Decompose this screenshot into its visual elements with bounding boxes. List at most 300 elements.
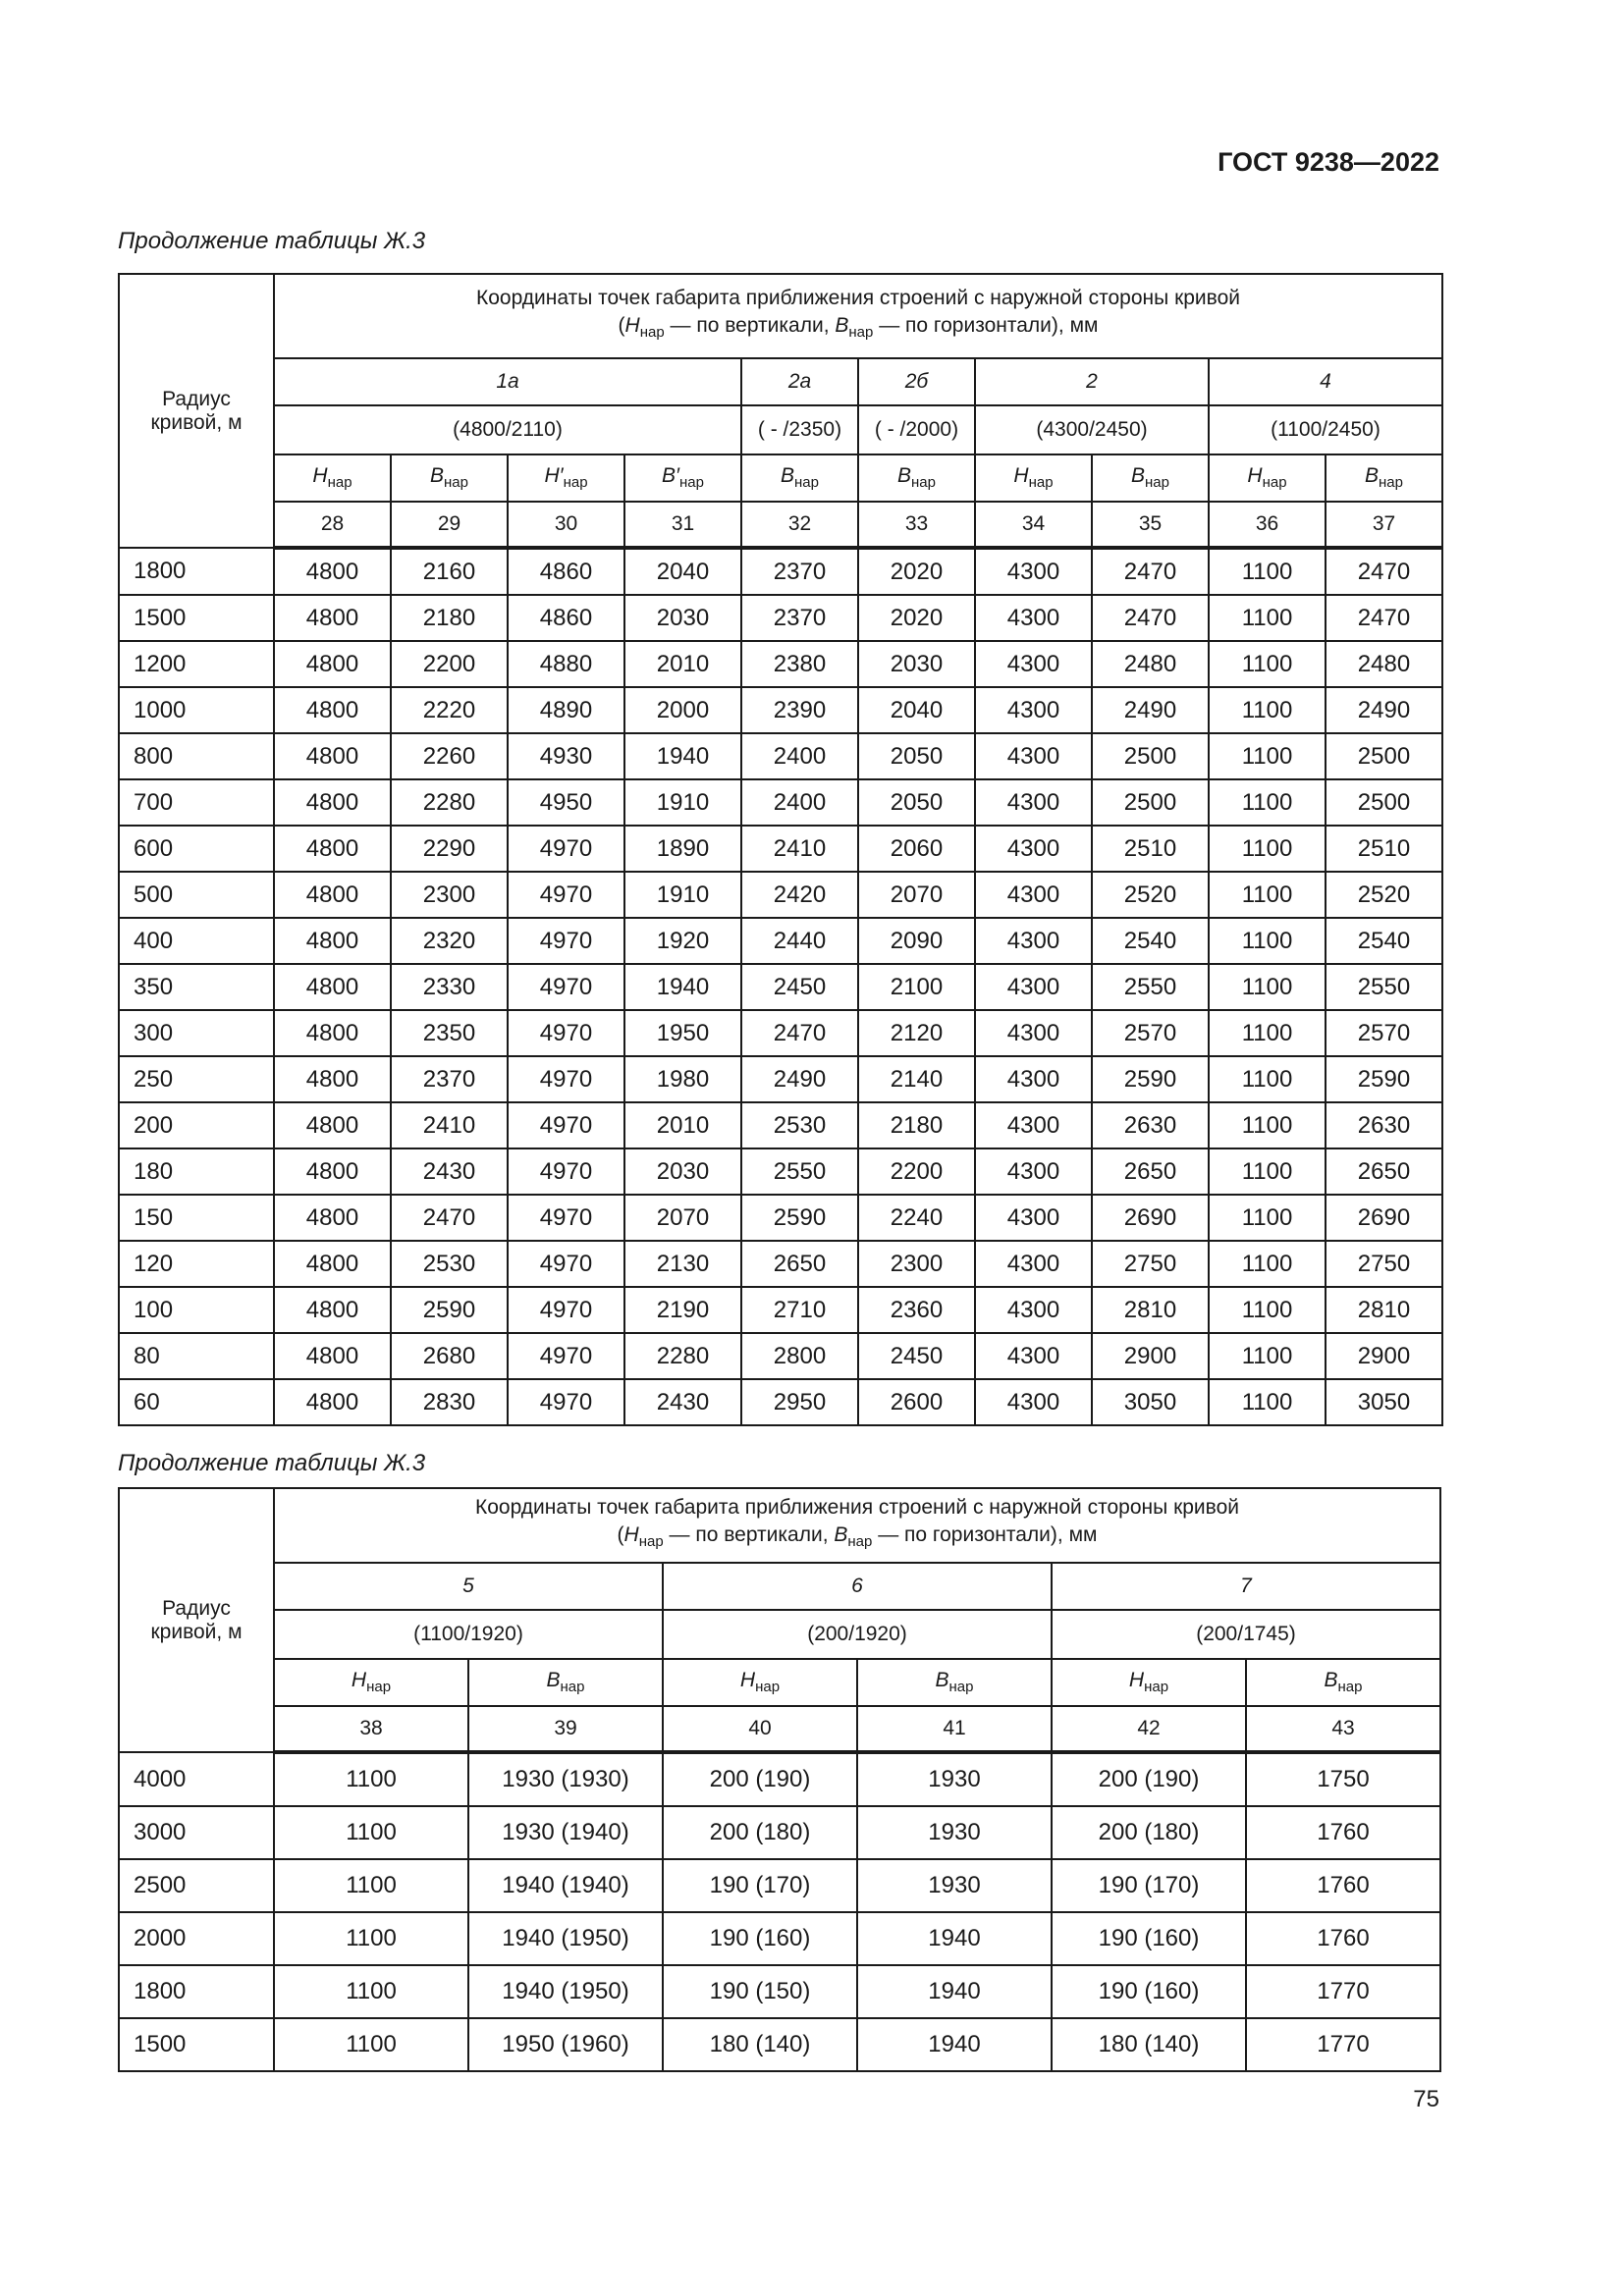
radius-label-line1: Радиус bbox=[162, 387, 231, 410]
value-cell: 2330 bbox=[391, 964, 508, 1010]
column-symbol-letter: $H_{нар}$ bbox=[1128, 1669, 1169, 1696]
column-symbol-letter: $B_{нар}$ bbox=[1365, 464, 1403, 492]
radius-cell: 1800 bbox=[119, 1965, 274, 2018]
value-cell: 1940 (1950) bbox=[468, 1912, 663, 1965]
column-symbol-subscript: нар bbox=[1028, 474, 1054, 492]
radius-cell: 700 bbox=[119, 779, 274, 826]
value-cell: 2360 bbox=[858, 1287, 975, 1333]
value-cell: 4800 bbox=[274, 872, 391, 918]
value-cell: 1760 bbox=[1246, 1806, 1440, 1859]
value-cell: 2510 bbox=[1092, 826, 1209, 872]
radius-cell: 1500 bbox=[119, 2018, 274, 2071]
value-cell: 180 (140) bbox=[663, 2018, 857, 2071]
column-symbol-subscript: нар bbox=[444, 474, 468, 492]
value-cell: 1100 bbox=[1209, 826, 1326, 872]
value-cell: 1940 bbox=[624, 733, 741, 779]
table-row bbox=[119, 1287, 1442, 1333]
column-symbol bbox=[1092, 454, 1209, 502]
column-symbol-subscript: нар bbox=[755, 1679, 781, 1696]
value-cell: 1100 bbox=[1209, 595, 1326, 641]
value-cell: 2750 bbox=[1326, 1241, 1442, 1287]
group-label: 5 bbox=[274, 1563, 663, 1610]
radius-cell: 2500 bbox=[119, 1859, 274, 1912]
value-cell: 4970 bbox=[508, 1148, 624, 1195]
value-cell: 4300 bbox=[975, 779, 1092, 826]
table-title-line1: Координаты точек габарита приближения строений с наружной стороны кривой bbox=[475, 1496, 1239, 1520]
value-cell: 2180 bbox=[858, 1102, 975, 1148]
value-cell: 190 (160) bbox=[663, 1912, 857, 1965]
value-cell: 2160 bbox=[391, 548, 508, 595]
value-cell: 1890 bbox=[624, 826, 741, 872]
radius-cell: 200 bbox=[119, 1102, 274, 1148]
table-row bbox=[119, 1102, 1442, 1148]
value-cell: 4800 bbox=[274, 595, 391, 641]
value-cell: 1980 bbox=[624, 1056, 741, 1102]
column-symbol-letter: $H_{нар}$ bbox=[1013, 464, 1054, 492]
column-number: 40 bbox=[663, 1706, 857, 1752]
value-cell: 2030 bbox=[624, 595, 741, 641]
radius-cell: 3000 bbox=[119, 1806, 274, 1859]
value-cell: 2650 bbox=[1092, 1148, 1209, 1195]
radius-label-line2: кривой, м bbox=[150, 1620, 243, 1643]
value-cell: 1100 bbox=[1209, 1195, 1326, 1241]
value-cell: 2370 bbox=[741, 548, 858, 595]
radius-cell: 120 bbox=[119, 1241, 274, 1287]
value-cell: 2500 bbox=[1092, 733, 1209, 779]
table-row bbox=[119, 1806, 1440, 1859]
table-row bbox=[119, 687, 1442, 733]
value-cell: 2810 bbox=[1092, 1287, 1209, 1333]
value-cell: 2300 bbox=[858, 1241, 975, 1287]
value-cell: 4800 bbox=[274, 1195, 391, 1241]
radius-cell: 350 bbox=[119, 964, 274, 1010]
value-cell: 2430 bbox=[391, 1148, 508, 1195]
column-symbol-subscript: нар bbox=[1337, 1679, 1363, 1696]
value-cell: 2500 bbox=[1326, 733, 1442, 779]
column-symbol-subscript: нар bbox=[560, 1679, 585, 1696]
table-row bbox=[119, 641, 1442, 687]
value-cell: 1100 bbox=[1209, 964, 1326, 1010]
column-symbol-subscript: нар bbox=[1379, 474, 1403, 492]
column-number: 34 bbox=[975, 502, 1092, 548]
value-cell: 2590 bbox=[1092, 1056, 1209, 1102]
value-cell: 2630 bbox=[1092, 1102, 1209, 1148]
table-row bbox=[119, 1965, 1440, 2018]
column-symbol-letter: $H_{нар}$ bbox=[1247, 464, 1287, 492]
column-number: 42 bbox=[1052, 1706, 1246, 1752]
value-cell: 4300 bbox=[975, 595, 1092, 641]
value-cell: 2040 bbox=[858, 687, 975, 733]
radius-cell: 1500 bbox=[119, 595, 274, 641]
value-cell: 2520 bbox=[1326, 872, 1442, 918]
value-cell: 180 (140) bbox=[1052, 2018, 1246, 2071]
value-cell: 2570 bbox=[1092, 1010, 1209, 1056]
value-cell: 2050 bbox=[858, 779, 975, 826]
column-number: 29 bbox=[391, 502, 508, 548]
radius-cell: 80 bbox=[119, 1333, 274, 1379]
table-1 bbox=[118, 273, 1443, 1426]
value-cell: 1100 bbox=[274, 1752, 468, 1806]
value-cell: 1100 bbox=[274, 2018, 468, 2071]
column-symbol-subscript: нар bbox=[678, 474, 704, 492]
table-row bbox=[119, 1859, 1440, 1912]
value-cell: 2470 bbox=[741, 1010, 858, 1056]
value-cell: 4300 bbox=[975, 1148, 1092, 1195]
value-cell: 2240 bbox=[858, 1195, 975, 1241]
value-cell: 190 (170) bbox=[663, 1859, 857, 1912]
value-cell: 1100 bbox=[1209, 733, 1326, 779]
group-value: ( - /2000) bbox=[858, 405, 975, 454]
column-number: 30 bbox=[508, 502, 624, 548]
value-cell: 4880 bbox=[508, 641, 624, 687]
value-cell: 4300 bbox=[975, 1333, 1092, 1379]
value-cell: 2540 bbox=[1326, 918, 1442, 964]
column-number: 31 bbox=[624, 502, 741, 548]
value-cell: 4970 bbox=[508, 1379, 624, 1425]
table-row bbox=[119, 1752, 1440, 1806]
table-row bbox=[119, 964, 1442, 1010]
column-symbol bbox=[975, 454, 1092, 502]
value-cell: 4800 bbox=[274, 779, 391, 826]
value-cell: 2320 bbox=[391, 918, 508, 964]
value-cell: 1930 (1930) bbox=[468, 1752, 663, 1806]
radius-cell: 1800 bbox=[119, 548, 274, 595]
radius-cell: 800 bbox=[119, 733, 274, 779]
value-cell: 2000 bbox=[624, 687, 741, 733]
value-cell: 2470 bbox=[391, 1195, 508, 1241]
value-cell: 2750 bbox=[1092, 1241, 1209, 1287]
value-cell: 2470 bbox=[1326, 548, 1442, 595]
table-row bbox=[119, 595, 1442, 641]
table-row bbox=[119, 733, 1442, 779]
value-cell: 2450 bbox=[741, 964, 858, 1010]
group-label: 2а bbox=[741, 358, 858, 405]
value-cell: 4970 bbox=[508, 1010, 624, 1056]
value-cell: 4860 bbox=[508, 595, 624, 641]
table-row bbox=[119, 1148, 1442, 1195]
column-symbol-letter: $B_{нар}$ bbox=[1131, 464, 1169, 492]
value-cell: 2480 bbox=[1326, 641, 1442, 687]
value-cell: 2070 bbox=[858, 872, 975, 918]
value-cell: 1940 (1940) bbox=[468, 1859, 663, 1912]
value-cell: 4300 bbox=[975, 1010, 1092, 1056]
group-label: 1а bbox=[274, 358, 741, 405]
group-label: 4 bbox=[1209, 358, 1442, 405]
value-cell: 4800 bbox=[274, 1056, 391, 1102]
table-2 bbox=[118, 1487, 1441, 2072]
table-row bbox=[119, 2018, 1440, 2071]
column-symbol bbox=[274, 1659, 468, 1706]
column-symbol-letter: $B_{нар}$ bbox=[897, 464, 936, 492]
column-symbol bbox=[1246, 1659, 1440, 1706]
value-cell: 1100 bbox=[1209, 1333, 1326, 1379]
column-symbol-letter: $B_{нар}$ bbox=[781, 464, 819, 492]
value-cell: 2200 bbox=[391, 641, 508, 687]
value-cell: 2600 bbox=[858, 1379, 975, 1425]
value-cell: 1950 (1960) bbox=[468, 2018, 663, 2071]
value-cell: 4800 bbox=[274, 733, 391, 779]
value-cell: 2810 bbox=[1326, 1287, 1442, 1333]
value-cell: 2430 bbox=[624, 1379, 741, 1425]
column-symbol-subscript: нар bbox=[327, 474, 352, 492]
page-number: 75 bbox=[1413, 2086, 1439, 2112]
value-cell: 2280 bbox=[624, 1333, 741, 1379]
column-symbol bbox=[663, 1659, 857, 1706]
value-cell: 2490 bbox=[1092, 687, 1209, 733]
radius-label-line1: Радиус bbox=[162, 1596, 231, 1620]
value-cell: 4800 bbox=[274, 1333, 391, 1379]
value-cell: 4300 bbox=[975, 1241, 1092, 1287]
value-cell: 4930 bbox=[508, 733, 624, 779]
value-cell: 4970 bbox=[508, 918, 624, 964]
value-cell: 1770 bbox=[1246, 2018, 1440, 2071]
group-value: (200/1920) bbox=[663, 1610, 1052, 1659]
value-cell: 2590 bbox=[1326, 1056, 1442, 1102]
value-cell: 2390 bbox=[741, 687, 858, 733]
value-cell: 4970 bbox=[508, 1056, 624, 1102]
radius-cell: 300 bbox=[119, 1010, 274, 1056]
table-row bbox=[119, 1333, 1442, 1379]
value-cell: 2410 bbox=[391, 1102, 508, 1148]
value-cell: 4300 bbox=[975, 1379, 1092, 1425]
value-cell: 4300 bbox=[975, 641, 1092, 687]
value-cell: 1910 bbox=[624, 872, 741, 918]
value-cell: 1100 bbox=[1209, 687, 1326, 733]
value-cell: 2370 bbox=[741, 595, 858, 641]
value-cell: 1930 (1940) bbox=[468, 1806, 663, 1859]
value-cell: 1920 bbox=[624, 918, 741, 964]
value-cell: 4800 bbox=[274, 1287, 391, 1333]
group-label: 2 bbox=[975, 358, 1209, 405]
value-cell: 1100 bbox=[274, 1859, 468, 1912]
column-symbol-letter: $B_{нар}$ bbox=[1324, 1669, 1363, 1696]
radius-cell: 150 bbox=[119, 1195, 274, 1241]
column-symbol-letter: $B'_{нар}$ bbox=[662, 464, 704, 492]
value-cell: 4800 bbox=[274, 1241, 391, 1287]
value-cell: 2420 bbox=[741, 872, 858, 918]
column-number: 32 bbox=[741, 502, 858, 548]
column-symbol bbox=[858, 454, 975, 502]
value-cell: 2030 bbox=[624, 1148, 741, 1195]
group-value: (200/1745) bbox=[1052, 1610, 1440, 1659]
value-cell: 4800 bbox=[274, 687, 391, 733]
value-cell: 4800 bbox=[274, 1010, 391, 1056]
value-cell: 4860 bbox=[508, 548, 624, 595]
value-cell: 1100 bbox=[1209, 779, 1326, 826]
column-symbol-letter: $H_{нар}$ bbox=[739, 1669, 781, 1696]
value-cell: 1100 bbox=[1209, 1056, 1326, 1102]
value-cell: 4970 bbox=[508, 1241, 624, 1287]
group-label: 7 bbox=[1052, 1563, 1440, 1610]
value-cell: 2020 bbox=[858, 595, 975, 641]
column-number: 35 bbox=[1092, 502, 1209, 548]
column-symbol-subscript: нар bbox=[1145, 474, 1169, 492]
column-symbol-letter: $B_{нар}$ bbox=[430, 464, 468, 492]
value-cell: 2550 bbox=[1326, 964, 1442, 1010]
value-cell: 190 (160) bbox=[1052, 1912, 1246, 1965]
table-row bbox=[119, 1195, 1442, 1241]
value-cell: 4300 bbox=[975, 1102, 1092, 1148]
value-cell: 2290 bbox=[391, 826, 508, 872]
value-cell: 4970 bbox=[508, 1102, 624, 1148]
group-value: (1100/1920) bbox=[274, 1610, 663, 1659]
group-value: (4300/2450) bbox=[975, 405, 1209, 454]
value-cell: 2470 bbox=[1326, 595, 1442, 641]
value-cell: 2060 bbox=[858, 826, 975, 872]
value-cell: 4300 bbox=[975, 1287, 1092, 1333]
group-label: 2б bbox=[858, 358, 975, 405]
value-cell: 1100 bbox=[1209, 641, 1326, 687]
table-2-caption: Продолжение таблицы Ж.3 bbox=[118, 1450, 426, 1476]
value-cell: 190 (170) bbox=[1052, 1859, 1246, 1912]
value-cell: 1930 bbox=[857, 1752, 1052, 1806]
value-cell: 1930 bbox=[857, 1859, 1052, 1912]
value-cell: 4300 bbox=[975, 1056, 1092, 1102]
column-number: 41 bbox=[857, 1706, 1052, 1752]
value-cell: 4300 bbox=[975, 733, 1092, 779]
table-row bbox=[119, 1379, 1442, 1425]
value-cell: 2070 bbox=[624, 1195, 741, 1241]
value-cell: 2500 bbox=[1326, 779, 1442, 826]
table-row bbox=[119, 779, 1442, 826]
column-symbol-letter: $H_{нар}$ bbox=[312, 464, 352, 492]
value-cell: 2260 bbox=[391, 733, 508, 779]
value-cell: 2530 bbox=[391, 1241, 508, 1287]
group-label: 6 bbox=[663, 1563, 1052, 1610]
radius-label-line2: кривой, м bbox=[150, 410, 243, 434]
value-cell: 1940 (1950) bbox=[468, 1965, 663, 2018]
group-value: (4800/2110) bbox=[274, 405, 741, 454]
value-cell: 2010 bbox=[624, 1102, 741, 1148]
table-row bbox=[119, 872, 1442, 918]
value-cell: 4800 bbox=[274, 1102, 391, 1148]
value-cell: 2550 bbox=[741, 1148, 858, 1195]
value-cell: 4300 bbox=[975, 1195, 1092, 1241]
table-title bbox=[274, 1488, 1440, 1563]
column-symbol bbox=[391, 454, 508, 502]
value-cell: 4800 bbox=[274, 964, 391, 1010]
value-cell: 2570 bbox=[1326, 1010, 1442, 1056]
table-row bbox=[119, 1241, 1442, 1287]
value-cell: 4970 bbox=[508, 1195, 624, 1241]
value-cell: 2950 bbox=[741, 1379, 858, 1425]
table-title bbox=[274, 274, 1442, 358]
value-cell: 1910 bbox=[624, 779, 741, 826]
column-symbol-subscript: нар bbox=[1144, 1679, 1169, 1696]
radius-cell: 250 bbox=[119, 1056, 274, 1102]
value-cell: 1100 bbox=[1209, 918, 1326, 964]
value-cell: 2470 bbox=[1092, 595, 1209, 641]
column-symbol bbox=[468, 1659, 663, 1706]
value-cell: 2830 bbox=[391, 1379, 508, 1425]
value-cell: 2380 bbox=[741, 641, 858, 687]
column-symbol bbox=[1326, 454, 1442, 502]
value-cell: 2590 bbox=[391, 1287, 508, 1333]
column-symbol-letter: $B_{нар}$ bbox=[546, 1669, 585, 1696]
column-symbol-letter: $H'_{нар}$ bbox=[544, 464, 588, 492]
table-title-line2: ($H_{нар}$ — по вертикали, $B_{нар}$ — по горизонтали), мм bbox=[617, 1523, 1098, 1551]
radius-cell: 4000 bbox=[119, 1752, 274, 1806]
table-row bbox=[119, 548, 1442, 595]
table-row bbox=[119, 1056, 1442, 1102]
value-cell: 3050 bbox=[1092, 1379, 1209, 1425]
value-cell: 2800 bbox=[741, 1333, 858, 1379]
column-symbol-subscript: нар bbox=[1262, 474, 1287, 492]
column-number: 37 bbox=[1326, 502, 1442, 548]
value-cell: 200 (180) bbox=[663, 1806, 857, 1859]
column-symbol bbox=[1052, 1659, 1246, 1706]
column-symbol bbox=[741, 454, 858, 502]
value-cell: 200 (180) bbox=[1052, 1806, 1246, 1859]
value-cell: 2040 bbox=[624, 548, 741, 595]
column-number: 33 bbox=[858, 502, 975, 548]
value-cell: 2530 bbox=[741, 1102, 858, 1148]
value-cell: 2220 bbox=[391, 687, 508, 733]
value-cell: 1100 bbox=[1209, 548, 1326, 595]
value-cell: 190 (150) bbox=[663, 1965, 857, 2018]
value-cell: 2370 bbox=[391, 1056, 508, 1102]
value-cell: 2470 bbox=[1092, 548, 1209, 595]
value-cell: 1100 bbox=[1209, 1287, 1326, 1333]
value-cell: 4970 bbox=[508, 872, 624, 918]
column-symbol bbox=[508, 454, 624, 502]
value-cell: 2100 bbox=[858, 964, 975, 1010]
value-cell: 1950 bbox=[624, 1010, 741, 1056]
value-cell: 2090 bbox=[858, 918, 975, 964]
group-value: ( - /2350) bbox=[741, 405, 858, 454]
column-symbol bbox=[857, 1659, 1052, 1706]
value-cell: 190 (160) bbox=[1052, 1965, 1246, 2018]
value-cell: 1760 bbox=[1246, 1859, 1440, 1912]
column-symbol-subscript: нар bbox=[911, 474, 936, 492]
value-cell: 2130 bbox=[624, 1241, 741, 1287]
value-cell: 4300 bbox=[975, 687, 1092, 733]
column-symbol-letter: $H_{нар}$ bbox=[351, 1669, 392, 1696]
value-cell: 4970 bbox=[508, 1333, 624, 1379]
value-cell: 2520 bbox=[1092, 872, 1209, 918]
column-symbol-subscript: нар bbox=[948, 1679, 974, 1696]
value-cell: 4800 bbox=[274, 641, 391, 687]
value-cell: 200 (190) bbox=[663, 1752, 857, 1806]
value-cell: 2190 bbox=[624, 1287, 741, 1333]
value-cell: 2550 bbox=[1092, 964, 1209, 1010]
value-cell: 1940 bbox=[857, 1912, 1052, 1965]
value-cell: 4300 bbox=[975, 826, 1092, 872]
column-number: 36 bbox=[1209, 502, 1326, 548]
value-cell: 1100 bbox=[1209, 1010, 1326, 1056]
group-value: (1100/2450) bbox=[1209, 405, 1442, 454]
value-cell: 4970 bbox=[508, 1287, 624, 1333]
radius-cell: 1200 bbox=[119, 641, 274, 687]
value-cell: 2280 bbox=[391, 779, 508, 826]
value-cell: 2500 bbox=[1092, 779, 1209, 826]
value-cell: 2440 bbox=[741, 918, 858, 964]
value-cell: 2480 bbox=[1092, 641, 1209, 687]
value-cell: 1100 bbox=[274, 1965, 468, 2018]
value-cell: 2180 bbox=[391, 595, 508, 641]
value-cell: 2020 bbox=[858, 548, 975, 595]
radius-cell: 180 bbox=[119, 1148, 274, 1195]
value-cell: 2030 bbox=[858, 641, 975, 687]
column-number: 39 bbox=[468, 1706, 663, 1752]
column-symbol bbox=[274, 454, 391, 502]
radius-column-header bbox=[119, 1488, 274, 1752]
value-cell: 1100 bbox=[1209, 1102, 1326, 1148]
value-cell: 4800 bbox=[274, 1148, 391, 1195]
value-cell: 4800 bbox=[274, 918, 391, 964]
table-row bbox=[119, 826, 1442, 872]
value-cell: 2590 bbox=[741, 1195, 858, 1241]
